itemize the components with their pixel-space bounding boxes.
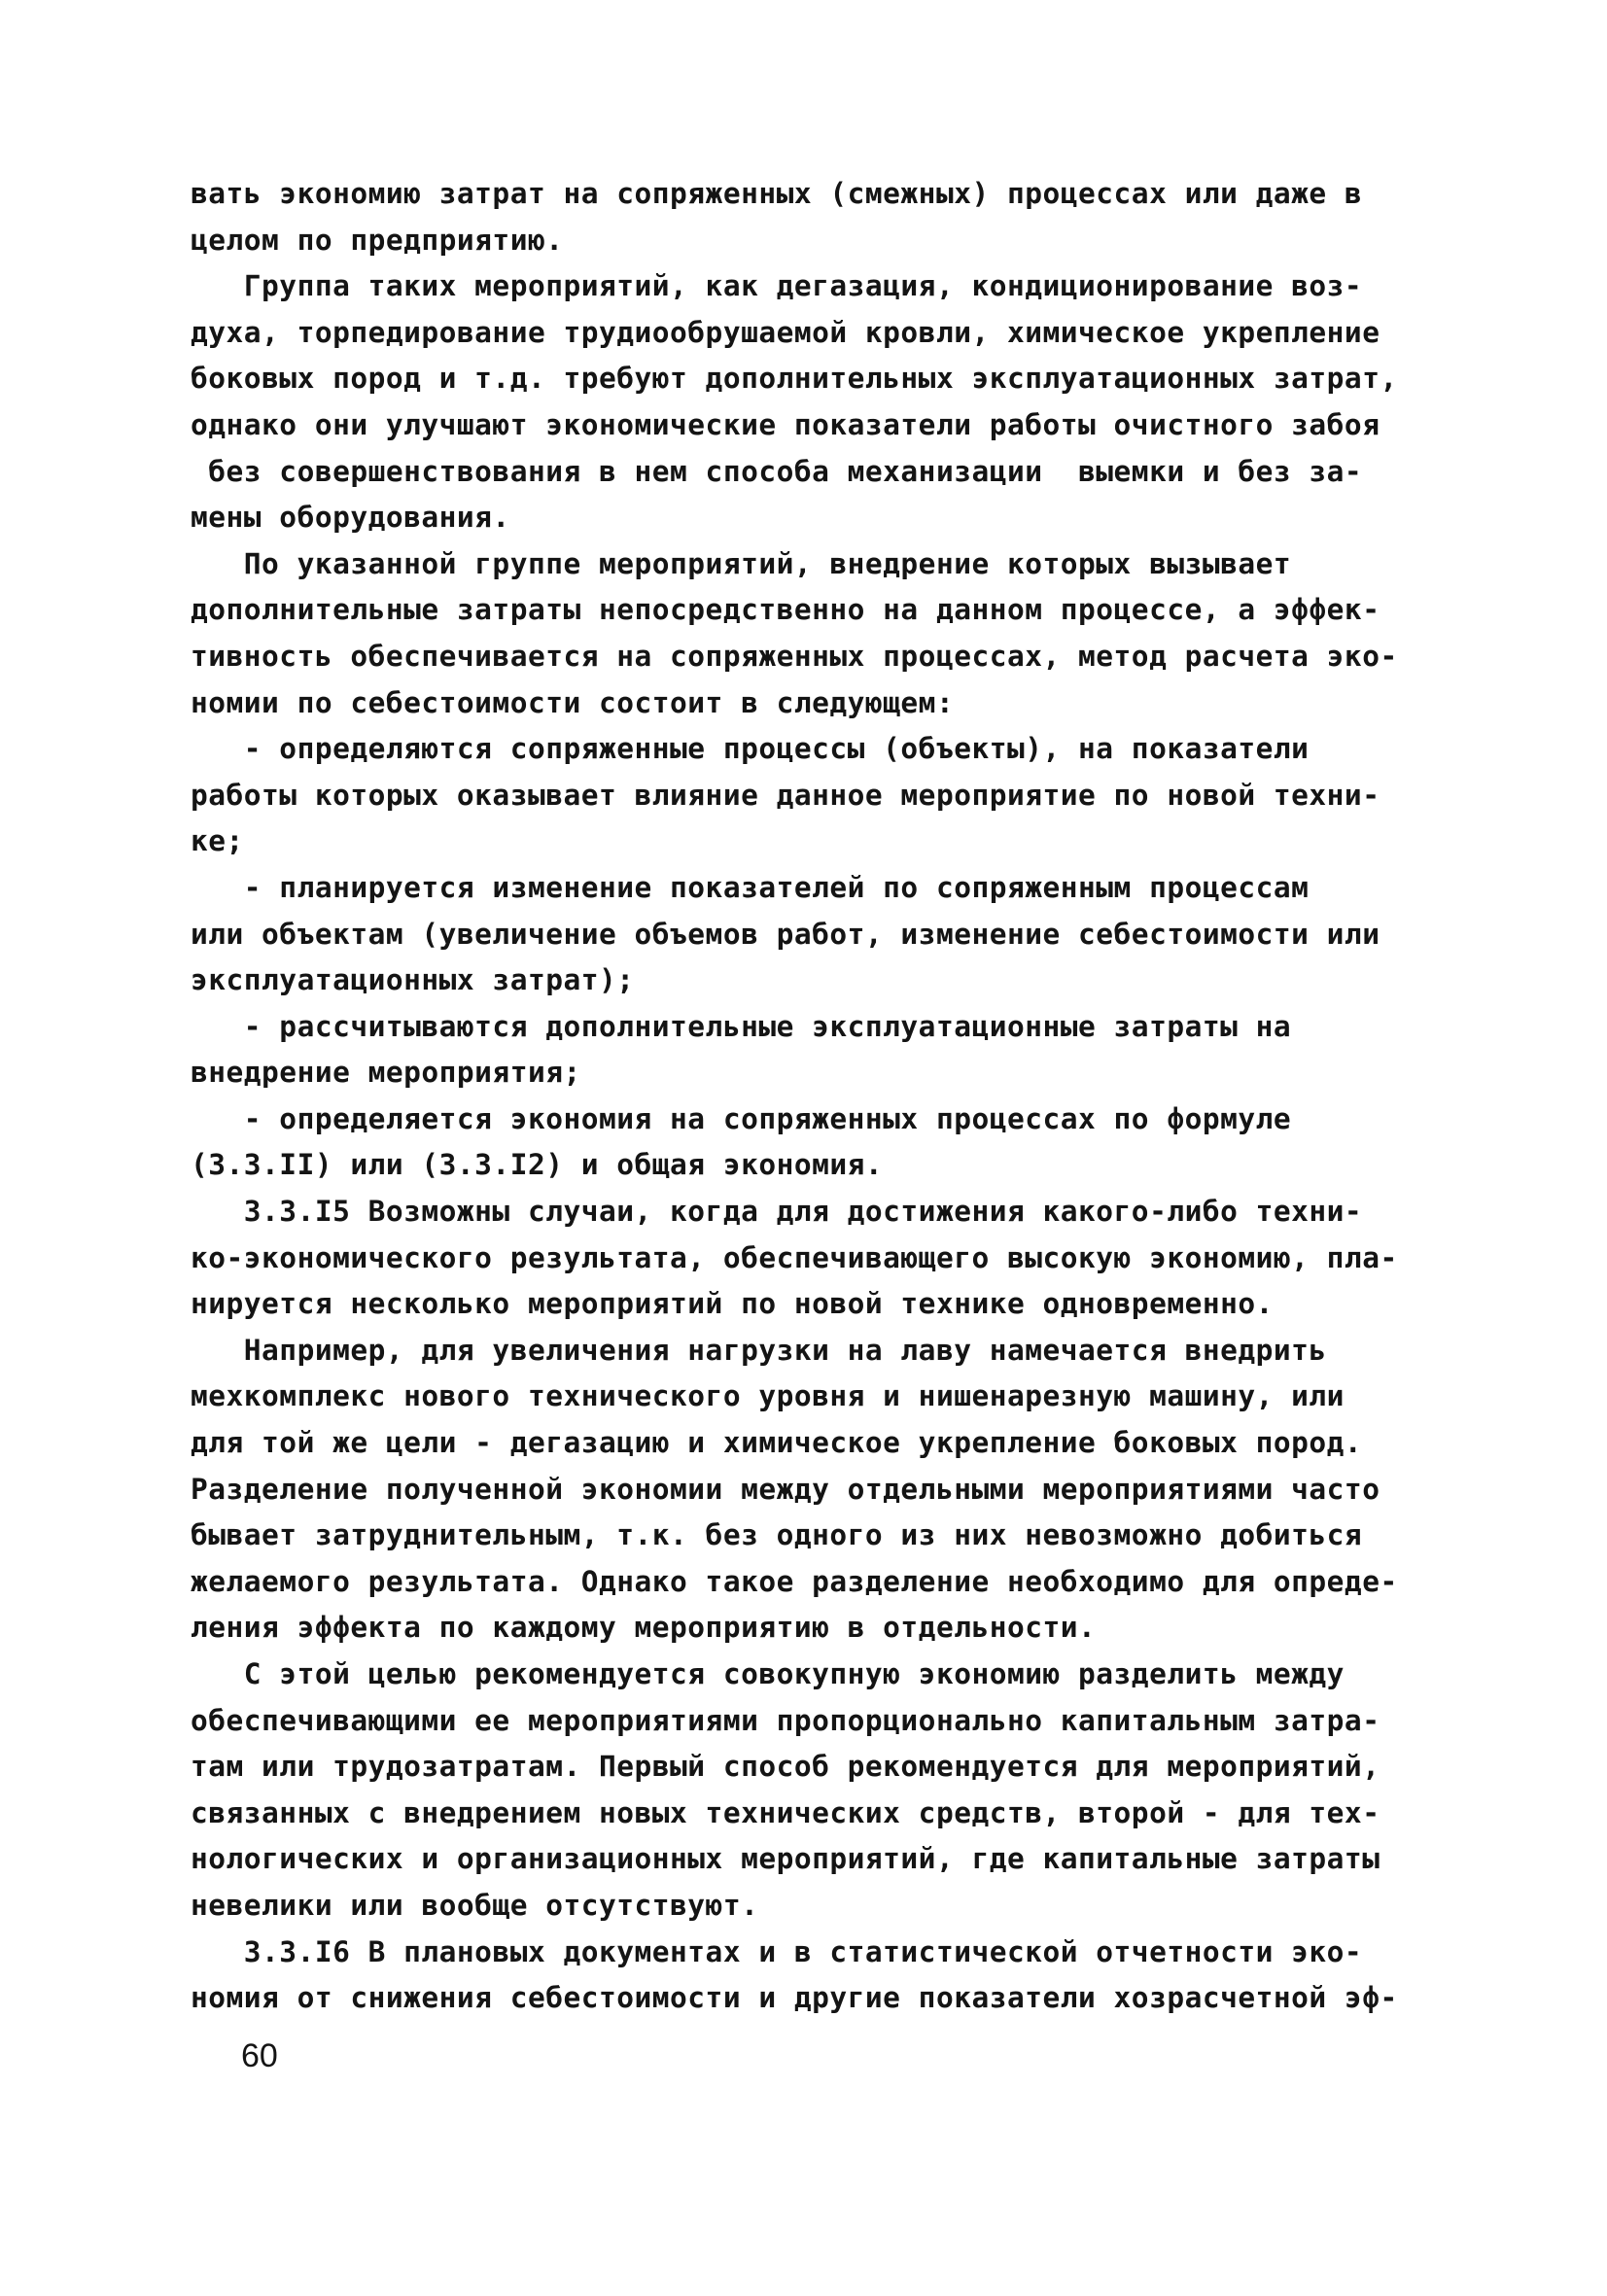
- text-line: невелики или вообще отсутствуют.: [191, 1888, 759, 1922]
- text-line: 3.3.I6 В плановых документах и в статистической отчетности эко-: [191, 1934, 1363, 1968]
- text-line: духа, торпедирование трудиообрушаемой кровли, химическое укрепление: [191, 315, 1380, 349]
- text-line: тивность обеспечивается на сопряженных процессах, метод расчета эко-: [191, 639, 1398, 673]
- text-line: дополнительные затраты непосредственно на данном процессе, а эффек-: [191, 593, 1380, 627]
- text-line: нологических и организационных мероприятий, где капитальные затраты: [191, 1842, 1380, 1876]
- text-line: - рассчитываются дополнительные эксплуатационные затраты на: [191, 1009, 1292, 1043]
- text-line: там или трудозатратам. Первый способ рекомендуется для мероприятий,: [191, 1750, 1380, 1784]
- text-line: связанных с внедрением новых технических средств, второй - для тех-: [191, 1795, 1380, 1829]
- text-line: без совершенствования в нем способа механизации выемки и без за-: [191, 454, 1363, 488]
- text-line: однако они улучшают экономические показатели работы очистного забоя: [191, 407, 1380, 441]
- text-line: номия от снижения себестоимости и другие показатели хозрасчетной эф-: [191, 1981, 1398, 2015]
- text-line: ления эффекта по каждому мероприятию в отдельности.: [191, 1611, 1097, 1645]
- text-line: Группа таких мероприятий, как дегазация, кондиционирование воз-: [191, 269, 1363, 303]
- text-line: целом по предприятию.: [191, 223, 564, 257]
- text-line: 3.3.I5 Возможны случаи, когда для достижения какого-либо техни-: [191, 1195, 1363, 1229]
- text-line: обеспечивающими ее мероприятиями пропорционально капитальным затра-: [191, 1703, 1380, 1737]
- text-line: (3.3.II) или (3.3.I2) и общая экономия.: [191, 1148, 884, 1182]
- text-line: мехкомплекс нового технического уровня и нишенарезную машину, или: [191, 1379, 1345, 1413]
- text-line: - определяются сопряженные процессы (объекты), на показатели: [191, 732, 1310, 766]
- text-line: нируется несколько мероприятий по новой технике одновременно.: [191, 1287, 1274, 1321]
- text-line: или объектам (увеличение объемов работ, изменение себестоимости или: [191, 917, 1380, 951]
- text-line: боковых пород и т.д. требуют дополнительных эксплуатационных затрат,: [191, 362, 1398, 396]
- text-line: эксплуатационных затрат);: [191, 963, 635, 997]
- text-line: желаемого результата. Однако такое разделение необходимо для опреде-: [191, 1564, 1398, 1598]
- text-line: Разделение полученной экономии между отдельными мероприятиями часто: [191, 1472, 1380, 1506]
- text-line: - определяется экономия на сопряженных процессах по формуле: [191, 1101, 1292, 1135]
- text-line: работы которых оказывает влияние данное мероприятие по новой техни-: [191, 778, 1380, 812]
- text-line: вать экономию затрат на сопряженных (смежных) процессах или даже в: [191, 177, 1363, 210]
- text-line: ке;: [191, 824, 244, 858]
- text-line: бывает затруднительным, т.к. без одного из них невозможно добиться: [191, 1518, 1363, 1552]
- text-line: внедрение мероприятия;: [191, 1056, 581, 1090]
- text-line: С этой целью рекомендуется совокупную экономию разделить между: [191, 1657, 1345, 1690]
- text-line: мены оборудования.: [191, 501, 510, 535]
- text-line: ко-экономического результата, обеспечивающего высокую экономию, пла-: [191, 1240, 1398, 1274]
- text-line: номии по себестоимости состоит в следующем:: [191, 685, 955, 719]
- text-line: Например, для увеличения нагрузки на лаву намечается внедрить: [191, 1333, 1327, 1367]
- text-line: для той же цели - дегазацию и химическое укрепление боковых пород.: [191, 1426, 1363, 1460]
- text-line: - планируется изменение показателей по сопряженным процессам: [191, 870, 1310, 904]
- body-text: [191, 171, 1491, 2022]
- text-line: По указанной группе мероприятий, внедрение которых вызывает: [191, 546, 1292, 580]
- page-number: 60: [241, 2037, 278, 2074]
